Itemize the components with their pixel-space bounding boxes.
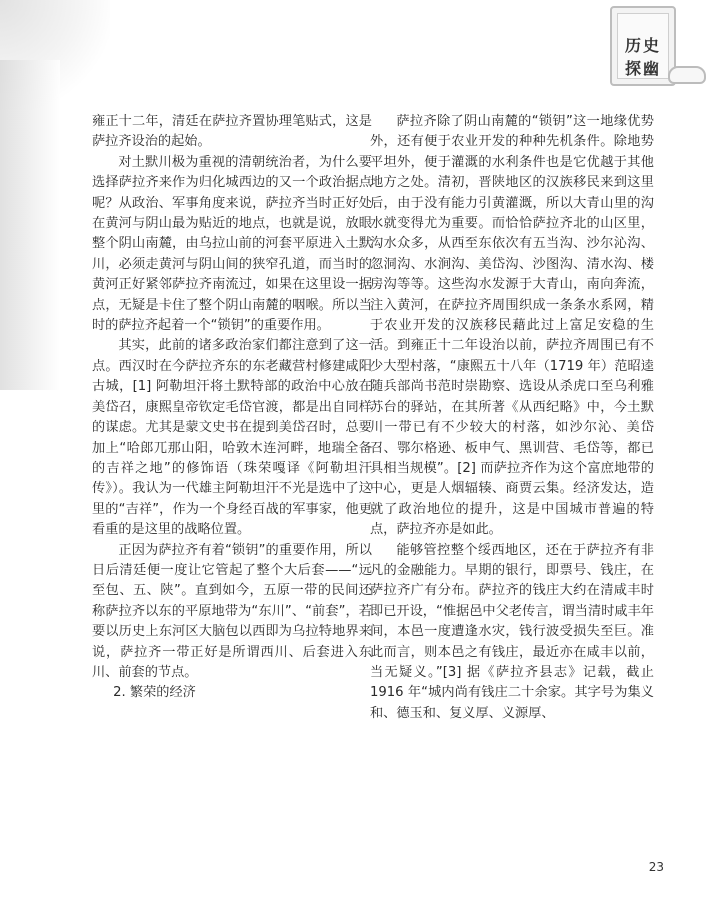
left-text-column	[92, 112, 372, 704]
paragraph: 其实，此前的诸多政治家们都注意到了这一点。西汉时在今萨拉齐东的东老藏营村修建咸阳古城，[1] 阿勒坦汗将土默特部的政治中心放在美岱召，康熙皇帝钦定毛岱官渡，都是出自同样的谋虑。尤其是蒙文史书在提到美岱召时，总要加上“哈郎兀那山阳，哈敦木连河畔，地瑞全备的吉祥之地”的修饰语（珠荣嘎译《阿勒坦汗传》）。我认为一代雄主阿勒坦汗不光是选中了这里的“吉祥”，作为一个身经百战的军事家，他更看重的是这里的战略位置。	[92, 338, 372, 538]
background-decoration-strip	[0, 60, 60, 390]
cloud-ornament-icon	[668, 66, 706, 84]
section-badge-line1: 历史	[624, 36, 661, 55]
section-badge-line2: 探幽	[624, 59, 661, 78]
paragraph: 正因为萨拉齐有着“锁钥”的重要作用，所以日后清廷便一度让它管起了整个大后套——“远至包、五、陕”。直到如今，五原一带的民间还称萨拉齐以东的平原地带为“东川”、“前套”，若要以历史上东河区大脑包以西即为乌拉特地界来说，萨拉齐一带正好是所谓西川、后套进入东川、前套的节点。	[92, 542, 372, 680]
paragraph: 萨拉齐除了阴山南麓的“锁钥”这一地缘优势外，还有便于农业开发的种种先机条件。除地势平坦外，便于灌溉的水利条件也是它优越于其他地方之处。清初，晋陕地区的汉族移民来到这里后，由于没有能力引黄灌溉，所以大青山里的沟水就变得尤为重要。而恰恰萨拉齐北的山区里，沟水众多，从西至东依次有五当沟、沙尔沁沟、忽洞沟、水涧沟、美岱沟、沙图沟、清水沟、楼房沟等等。这些沟水发源于大青山，南向奔流，注入黄河，在萨拉齐周围织成一条条水系网，精于农业开发的汉族移民藉此过上富足安稳的生活。到雍正十二年设治以前，萨拉齐周围已有不少大型村落，“康熙五十八年（1719 年）范昭逵随兵部尚书范时崇勘察、选设从杀虎口至乌利雅苏台的驿站，在其所著《从西纪略》中，今土默川一带已有不少较大的村落，如沙尔沁、美岱召、鄂尔格逊、板申气、黑训营、毛岱等，都已具相当规模”。[2] 而萨拉齐作为这个富庶地带的中心，更是人烟辐辏、商贾云集。经济发达，造就了政治地位的提升，这是中国城市普遍的特点，萨拉齐亦是如此。	[370, 114, 654, 538]
page-number: 23	[648, 860, 664, 874]
paragraph: 雍正十二年，清廷在萨拉齐置协理笔贴式，这是萨拉齐设治的起始。	[92, 114, 372, 150]
paragraph: 对土默川极为重视的清朝统治者，为什么要选择萨拉齐来作为归化城西边的又一个政治据点呢？从政治、军事角度来说，萨拉齐当时正好处在黄河与阴山最为贴近的地点，也就是说，放眼整个阴山南麓，由乌拉山前的河套平原进入土默川，必须走黄河与阴山间的狭窄孔道，而当时的黄河正好紧邻萨拉齐南流过，如果在这里设一据点，无疑是卡住了整个阴山南麓的咽喉。所以当时的萨拉齐起着一个“锁钥”的重要作用。	[92, 154, 372, 334]
section-subheading: 2. 繁荣的经济	[113, 685, 196, 701]
right-text-column	[370, 112, 654, 724]
section-badge	[610, 6, 676, 86]
paragraph: 能够管控整个绥西地区，还在于萨拉齐有非凡的金融能力。早期的银行，即票号、钱庄，在萨拉齐广有分布。萨拉齐的钱庄大约在清咸丰时即已开设，“惟据邑中父老传言，谓当清时咸丰年间，本邑一度遭逢水灾，钱行波受损失至巨。准此而言，则本邑之有钱庄，最近亦在咸丰以前，当无疑义。”[3] 据《萨拉齐县志》记载，截止 1916 年“城内尚有钱庄二十余家。其字号为集义和、德玉和、复义厚、义源厚、	[370, 542, 654, 721]
